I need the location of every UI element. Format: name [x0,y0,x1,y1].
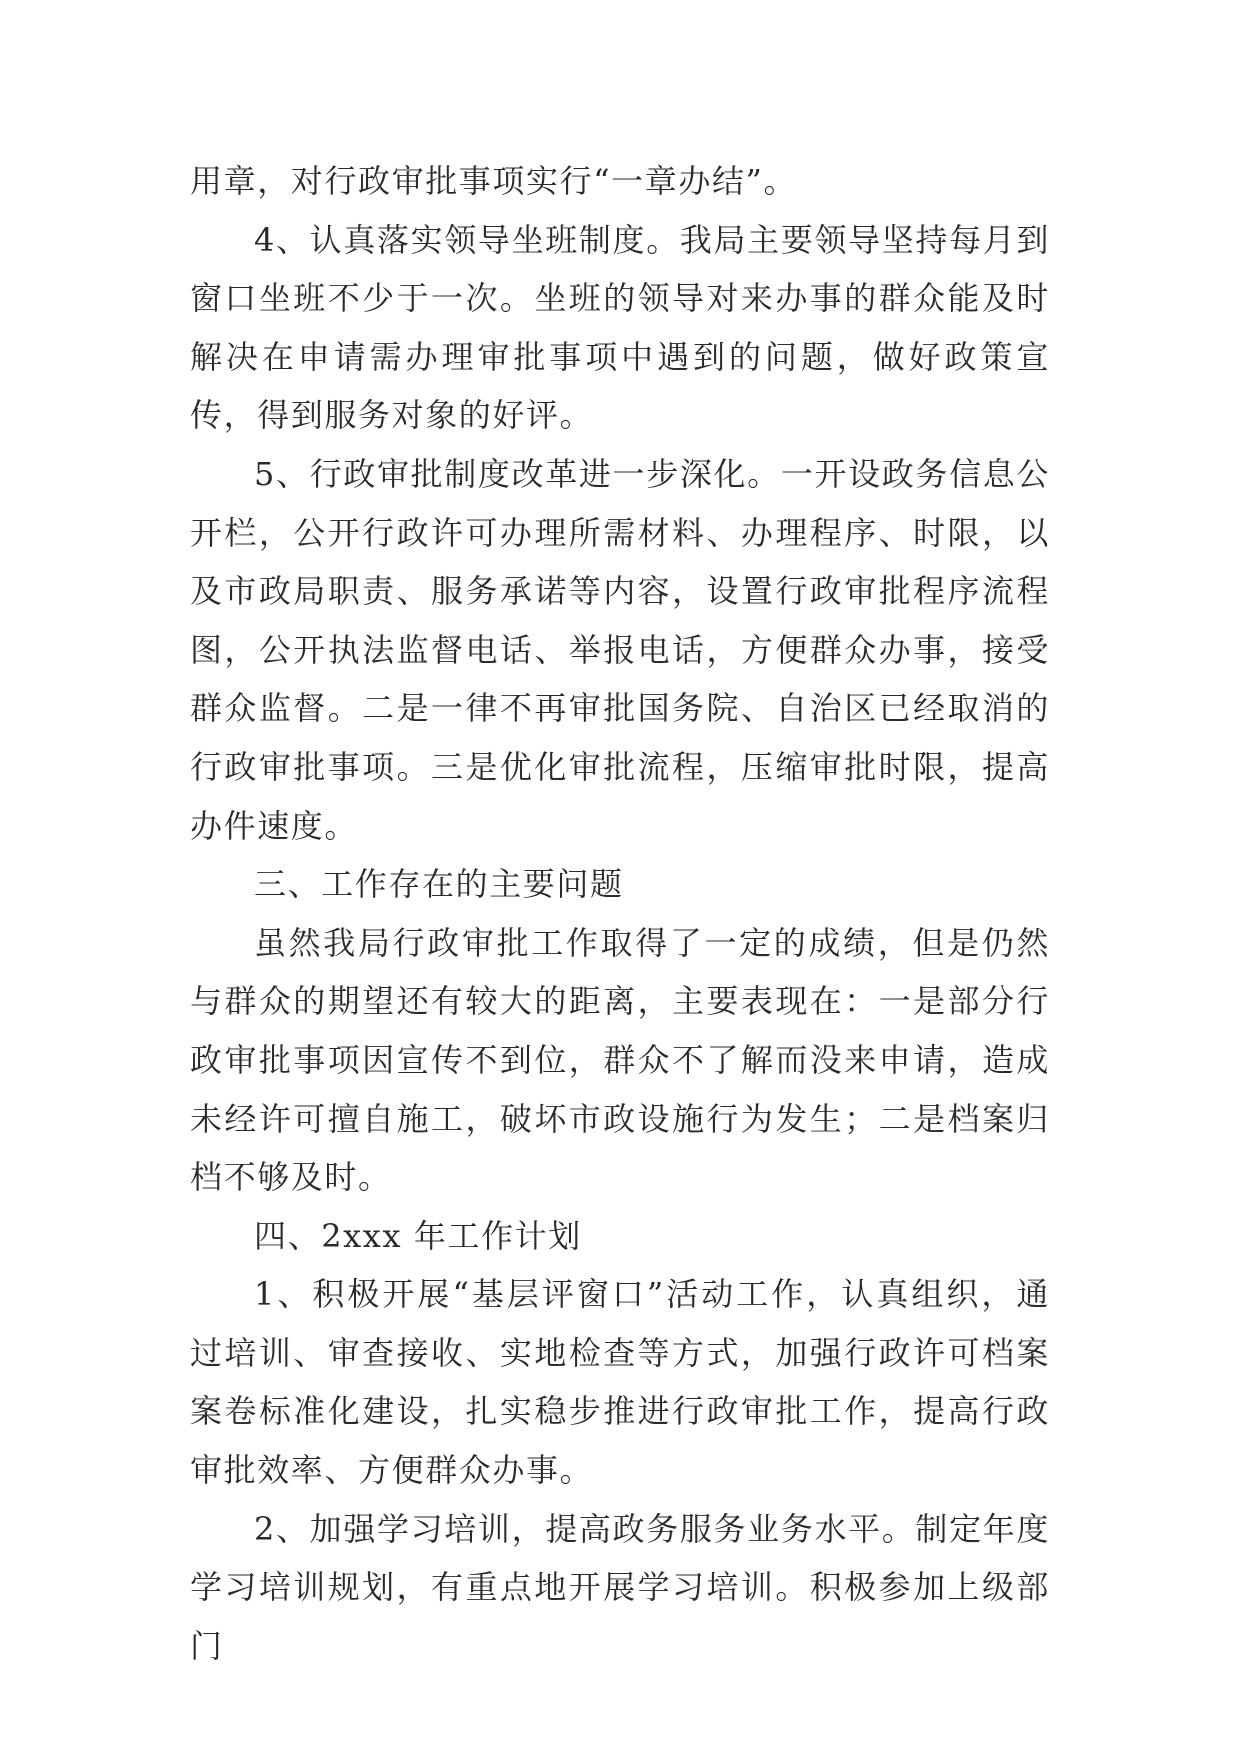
document-body [190,152,1050,1675]
paragraph-item-4: 4、认真落实领导坐班制度。我局主要领导坚持每月到窗口坐班不少于一次。坐班的领导对来办事的群众能及时解决在申请需办理审批事项中遇到的问题，做好政策宣传，得到服务对象的好评。 [190,220,1050,435]
paragraph-plan-item-1: 1、积极开展“基层评窗口”活动工作，认真组织，通过培训、审查接收、实地检查等方式，加强行政许可档案案卷标准化建设，扎实稳步推进行政审批工作，提高行政审批效率、方便群众办事。 [190,1275,1050,1490]
paragraph-item-5: 5、行政审批制度改革进一步深化。一开设政务信息公开栏，公开行政许可办理所需材料、办理程序、时限，以及市政局职责、服务承诺等内容，设置行政审批程序流程图，公开执法监督电话、举报电话，方便群众办事，接受群众监督。二是一律不再审批国务院、自治区已经取消的行政审批事项。三是优化审批流程，压缩审批时限，提高办件速度。 [190,454,1050,845]
paragraph-problems: 虽然我局行政审批工作取得了一定的成绩，但是仍然与群众的期望还有较大的距离，主要表现在：一是部分行政审批事项因宣传不到位，群众不了解而没来申请，造成未经许可擅自施工，破坏市政设施行为发生；二是档案归档不够及时。 [190,923,1050,1197]
paragraph-continuation: 用章，对行政审批事项实行“一章办结”。 [190,162,798,200]
section-heading-plan: 四、2xxx 年工作计划 [254,1216,582,1255]
paragraph-plan-item-2: 2、加强学习培训，提高政务服务业务水平。制定年度学习培训规划，有重点地开展学习培训。积极参加上级部门 [190,1509,1050,1665]
section-heading-problems: 三、工作存在的主要问题 [254,865,624,904]
